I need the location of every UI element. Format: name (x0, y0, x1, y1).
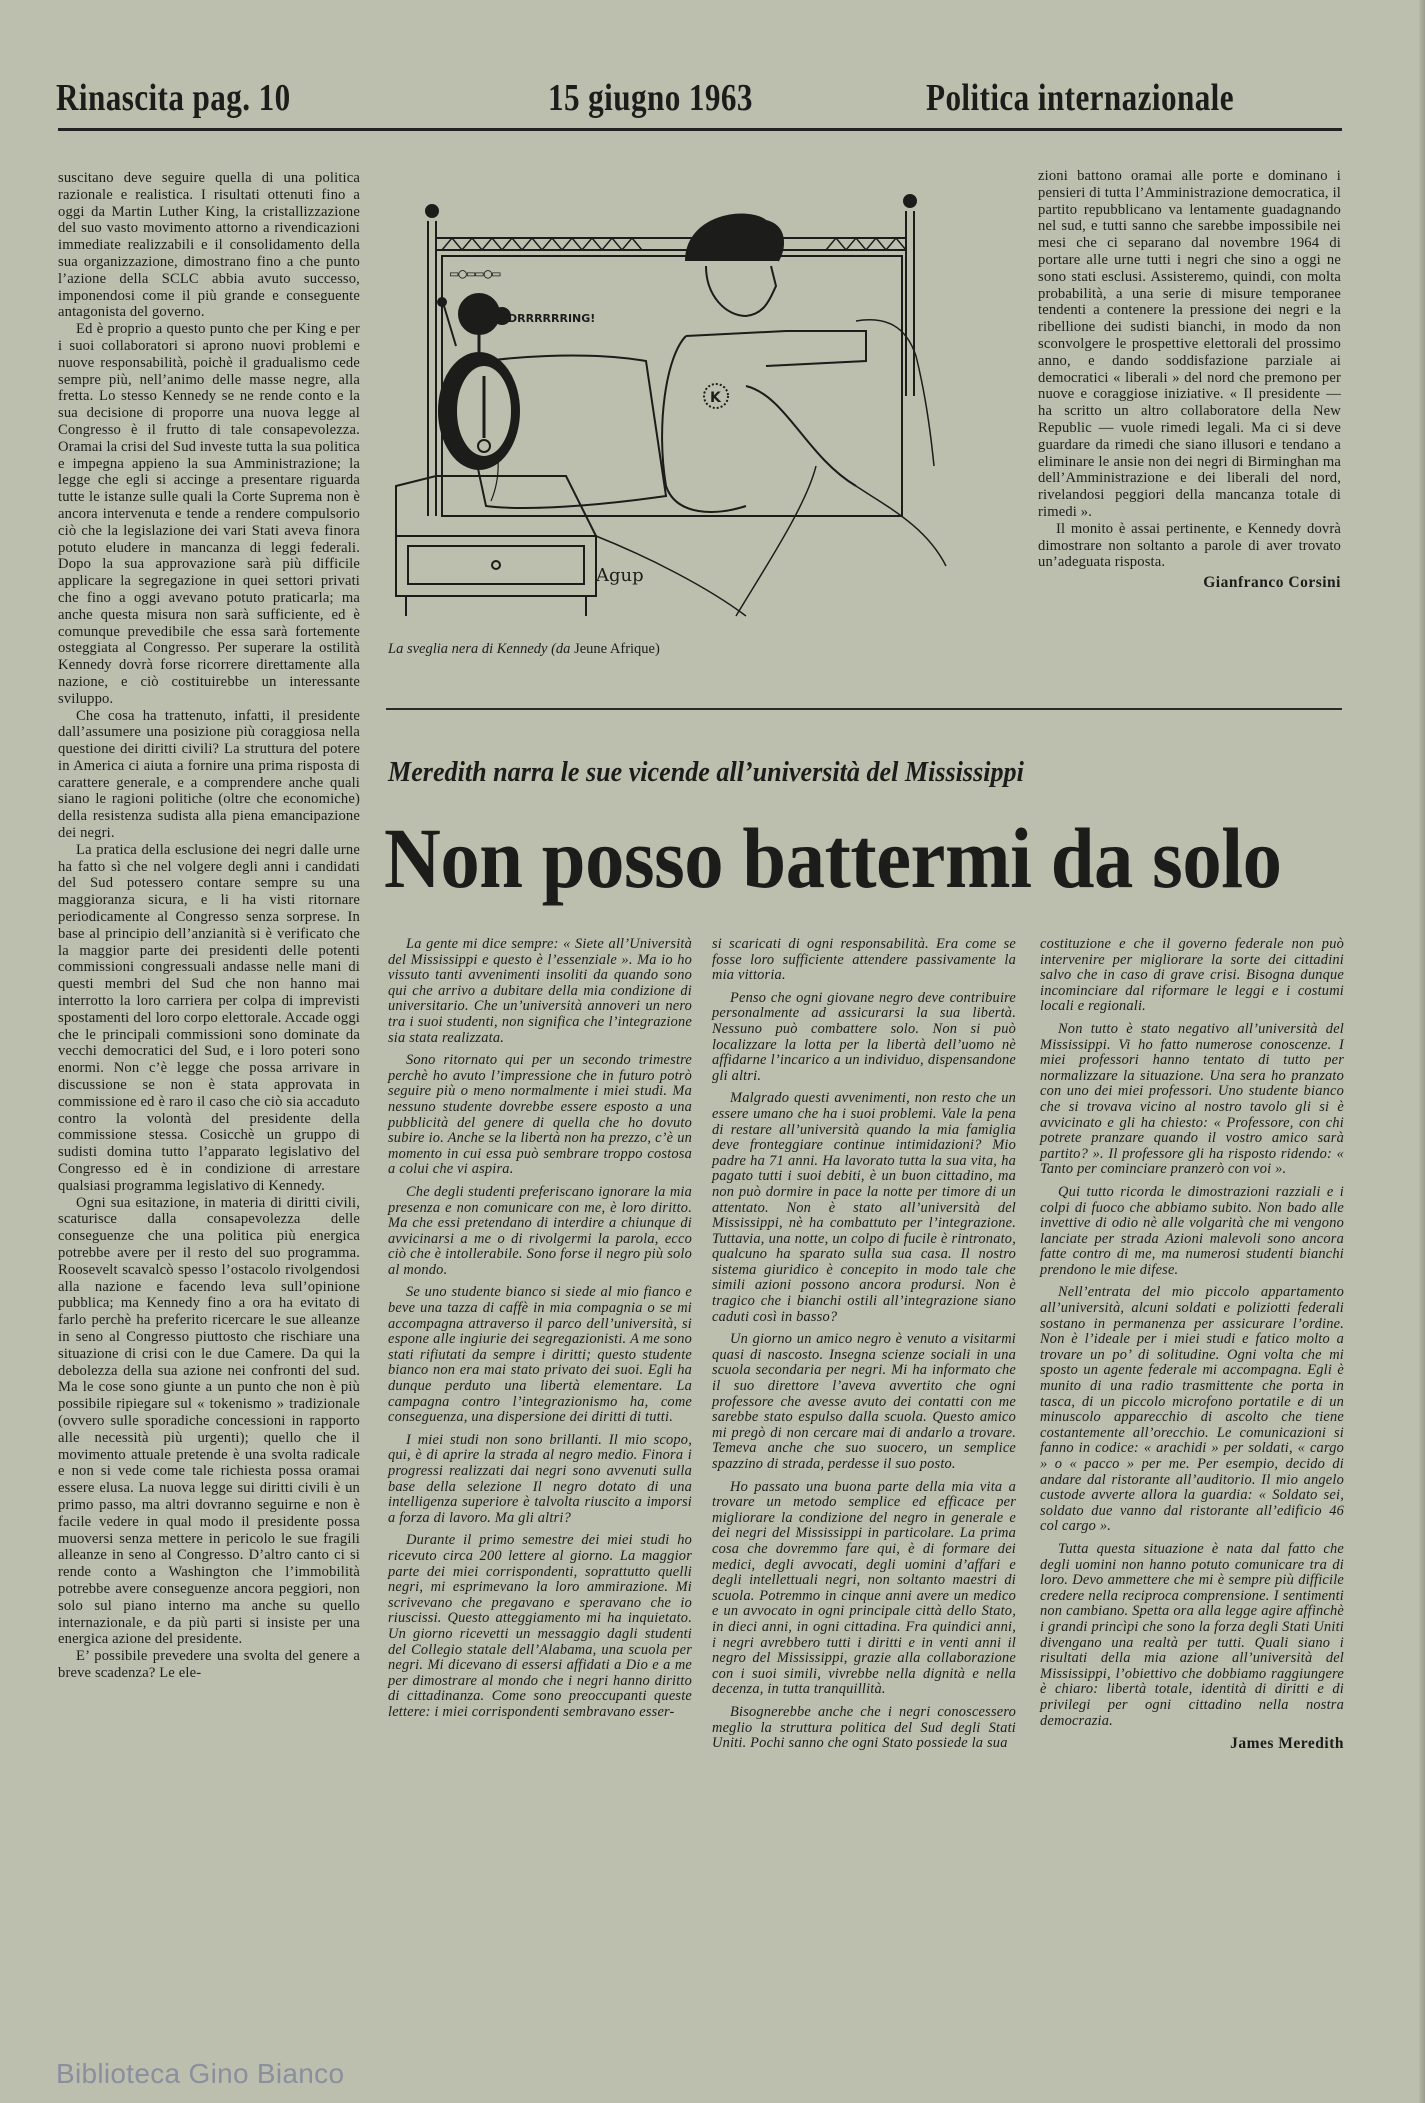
paragraph: Ed è proprio a questo punto che per King e per i suoi collaboratori si aprono nuovi problemi e nuove responsabilità, poichè il gradualismo cede sempre più, nell’animo delle masse negre, alla fretta. Lo stesso Kennedy se ne rende conto e la sua decisione di proporre una nuova legge al Congresso è il frutto di tale consapevolezza. Oramai la crisi del Sud investe tutta la sua politica e impegna appieno la sua Amministrazione; la legge che egli si accinge a presentare riguarda tutte le istanze sulle quali la Corte Suprema non è ancora intervenuta e tende a rendere compulsorio ciò che la legislazione dei vari Stati aveva finora potuto eludere in mancanza di leggi federali. Dopo la sua approvazione sarà più difficile applicare la segregazione in quei settori privati che fino a oggi avevano potuto praticarla; ma anche questa misura non sarà sufficiente, ed è comunque prevedibile che essa sarà fortemente osteggiata al Congresso. Per superare la ostilità Kennedy dovrà forse ricorrere direttamente alla nazione, e ciò costituirebbe un interessante sviluppo. (58, 321, 360, 707)
caption-end: ) (655, 641, 660, 657)
sound-effect: DRRRRRRING! (508, 312, 596, 325)
paragraph: La gente mi dice sempre: « Siete all’Università del Mississippi e questo è l’essenziale ». Ma io ho vissuto tanti avvenimenti insoliti da quando sono qui che arrivo a dubitare della mia condizione di universitario. Che un’università annoveri un nero tra i suoi studenti, non significa che l’integrazione sia stata realizzata. (388, 936, 692, 1046)
paragraph: E’ possibile prevedere una svolta del genere a breve scadenza? Le ele- (58, 1648, 360, 1681)
paragraph: La pratica della esclusione dei negri dalle urne ha fatto sì che nel volgere degli anni i candidati del Sud potessero contare sempre su una maggioranza sicura, e li ha visti ritornare periodicamente al Congresso senza sorprese. In base al principio dell’anzianità si è verificato che la maggior parte dei presidenti delle potenti commissioni congressuali andasse nelle mani di questi membri del Sud che non hanno mai interrotto la loro carriera per colpa di imprevisti spostamenti del loro corpo elettorale. Accade oggi che le principali commissioni sono dominate da vecchi democratici del Sud, e i loro poteri sono enormi. Non c’è legge che possa arrivare in discussione se non è stata approvata in commissione ed è raro il caso che ciò sia accaduto contro la volontà del presidente della commissione stessa. Cosicchè un gruppo di sudisti domina tutto l’apparato legislativo del Congresso ed è in condizione di arrestare qualsiasi programma legislativo di Kennedy. (58, 841, 360, 1194)
corsini-article-left-column (58, 170, 360, 1682)
paragraph: si scaricati di ogni responsabilità. Era come se fosse loro sufficiente attendere passivamente la mia vittoria. (712, 936, 1016, 984)
paragraph: Qui tutto ricorda le dimostrazioni razziali e i colpi di fuoco che abbiamo subito. Non bado alle invettive di odio nè alle volgarità che mi vengono lanciate per strada Azioni malevoli sono ancora fatte contro di me, ma numerosi studenti bianchi prendono le mie difese. (1040, 1183, 1344, 1278)
section-title: Politica internazionale (926, 77, 1234, 119)
paragraph: Malgrado questi avvenimenti, non resto che un essere umano che ha i suoi problemi. Vale la pena di restare all’università quando la mia famiglia deve fronteggiare continue intimidazioni? Mio padre ha 71 anni. Ha lavorato tutta la sua vita, ha pagato tutti i suoi debiti, è un buon cittadino, ma non può dormire in pace la notte per timore di un attentato. Non è stato all’università del Mississippi, nè ha combattuto per l’integrazione. Tuttavia, una notte, un colpo di fucile è rintronato, qualcuno ha sparato sulla sua casa. Il nostro sistema giuridico è concepito in modo tale che simili azioni possono ancora prodursi. Non è tragico che i bianchi ostili all’integrazione siano caduti così in basso? (712, 1090, 1016, 1325)
meredith-article-column-3 (1040, 937, 1344, 1752)
meredith-article-column-1 (388, 937, 692, 1728)
meredith-article-column-2 (712, 937, 1016, 1759)
paragraph: Non tutto è stato negativo all’università del Mississippi. Vi ho fatto numerose conoscenze. I miei professori hanno tentato di tutto per normalizzare la situazione. Una sera ho pranzato con uno dei miei professori. Uno studente bianco che si trovava vicino al nostro tavolo gli si è avvicinato e gli ha chiesto: « Professore, con chi potrete pranzare quando il vostro amico sarà partito? ». Il professore gli ha risposto ridendo: « Tanto per cominciare pranzerò con voi ». (1040, 1020, 1344, 1178)
paragraph: Il monito è assai pertinente, e Kennedy dovrà dimostrare non soltanto a parole di aver trovato un’adeguata risposta. (1038, 520, 1341, 571)
paragraph: Se uno studente bianco si siede al mio fianco e beve una tazza di caffè in mia compagnia o se mi accompagna attraverso il parco dell’università, si espone alle ingiurie dei segregazionisti. A me sono stati rifiutati da sempre i diritti; questo studente bianco non era mai stato privato dei suoi. Egli ha dunque perduto una libertà elementare. La campagna contro l’integrazionismo ha, come conseguenza, una dispersione dei diritti di tutti. (388, 1284, 692, 1426)
paragraph: Nell’entrata del mio piccolo appartamento all’università, alcuni soldati e poliziotti federali sostano in permanenza per assicurare l’ordine. Non è l’ideale per i miei studi e fatico molto a trovare un po’ di solitudine. Ogni volta che mi sposto un agente federale mi accompagna. Egli è munito di una radio trasmittente che porta in tasca, di un piccolo microfono portatile e di un minuscolo apparecchio di ascolto che tiene costantemente all’orecchio. Le comunicazioni si fanno in codice: « arachidi » per soldati, « cargo » o « pacco » per me. Per esempio, decido di andare dal ristorante all’auditorio. Il mio angelo custode avverte allora la guardia: « Soldato sei, soldato due vanno dal ristorante all’edificio 46 col cargo ». (1040, 1284, 1344, 1535)
paragraph: Sono ritornato qui per un secondo trimestre perchè ho avuto l’impressione che in futuro potrò seguire più o meno normalmente i miei studi. Ma nessuno studente dovrebbe essere esposto a una pubblicità del genere di quella che ho dovuto subire io. Anche se la libertà non ha prezzo, c’è un momento in cui essa può sembrare troppo costosa a colui che vi aspira. (388, 1052, 692, 1178)
corsini-article-right-column (1038, 168, 1341, 592)
cartoon-illustration (386, 166, 1018, 636)
author-byline: James Meredith (1230, 1735, 1344, 1753)
svg-text:▭○▭▭○▭: ▭○▭▭○▭ (450, 266, 501, 282)
paragraph: Che cosa ha trattenuto, infatti, il presidente dall’assumere una posizione più coraggiosa nella questione dei diritti civili? La struttura del potere in America ci aiuta a fornire una prima risposta di carattere generale, e a comprendere anche quali siano le ragioni politiche (oltre che economiche) della resistenza sudista alla piena emancipazione dei negri. (58, 707, 360, 842)
library-watermark: Biblioteca Gino Bianco (56, 2058, 345, 2089)
paragraph: Penso che ogni giovane negro deve contribuire personalmente ad assicurarsi la sua libertà. Nessuno può combattere solo. Non si può localizzare la lotta per la libertà dell’uomo nè affidarne l’incarico a un individuo, dispensandone gli altri. (712, 989, 1016, 1084)
publication-page: Rinascita pag. 10 (56, 77, 291, 119)
page-edge-shadow (1419, 0, 1425, 2103)
issue-date: 15 giugno 1963 (548, 77, 753, 119)
article-headline: Non posso battermi da solo (384, 810, 1282, 906)
article-kicker: Meredith narra le sue vicende all’università del Mississippi (388, 756, 1024, 788)
paragraph: zioni battono oramai alle porte e dominano i pensieri di tutta l’Amministrazione democratica, il partito repubblicano va lentamente guadagnando nel sud, e tutti sanno che sarebbe impossibile nei mesi che ci separano dal novembre 1964 di portare alle urne tutti i negri che sino a oggi ne sono stati esclusi. Assisteremo, quindi, con molta probabilità, a una serie di misure temporanee tendenti a contenere la pressione dei negri e la ribellione dei sudisti bianchi, in modo da non sconvolgere le prospettive elettorali del prossimo anno, e dando soddisfazione parziale ai democratici « liberali » del nord che premono per nuove e coraggiose iniziative. « Il presidente — ha scritto un altro collaboratore della New Republic — vuole rimedi legali. Ma ci si deve guardare da rimedi che siano illusori e tendano a eliminare le ansie non dei negri di Birminghan ma dell’Amministrazione e dei liberali del nord, rivelandosi peggiori della mancanza totale di rimedi ». (1038, 168, 1341, 520)
masthead (56, 70, 1342, 126)
paragraph: Tutta questa situazione è nata dal fatto che degli uomini non hanno potuto comunicare tra di loro. Devo ammettere che mi è sempre più difficile credere nella reciproca comprensione. I sentimenti non cambiano. Spetta ora alla legge agire affinchè i grandi princìpi che sono la forza degli Stati Uniti divengano una realtà per tutti. Quali siano i risultati della mia azione all’università del Mississippi, l’obiettivo che dobbiamo raggiungere è chiaro: libertà totale, identità di diritti e di privilegi per ogni cittadino nella nostra democrazia. (1040, 1540, 1344, 1729)
masthead-rule (58, 128, 1342, 131)
paragraph: Ho passato una buona parte della mia vita a trovare un metodo semplice ed efficace per migliorare la condizione del negro in generale e dei negri del Mississippi in particolare. La prima cosa che dovremmo fare qui, è di formare dei medici, degli avvocati, degli uomini d’affari e degli intellettuali negri, non soltanto maestri di scuola. Potremmo in cinque anni avere un medico e un avvocato in ogni principale città dello Stato, in dieci anni, in ogni cittadina. Fra quindici anni, i negri avrebbero tutti i diritti e in venti anni il negro del Mississippi, grazie alla collaborazione con i suoi simili, vivrebbe nella dignità e nella decenza, in tutta tranquillità. (712, 1478, 1016, 1698)
artist-signature: Agup (596, 565, 644, 586)
paragraph: Bisognerebbe anche che i negri conoscessero meglio la struttura politica del Sud degli Stati Uniti. Pochi sanno che ogni Stato possiede la sua (712, 1703, 1016, 1752)
caption-source: Jeune Afrique (574, 641, 655, 657)
paragraph: I miei studi non sono brillanti. Il mio scopo, qui, è di aprire la strada al negro medio. Finora i progressi realizzati dai negri sono avvenuti sulla base della selezione Il negro dotato di una intelligenza superiore è talvolta riuscito a imporsi a forza di lavoro. Ma gli altri? (388, 1431, 692, 1526)
cartoon-caption (388, 641, 728, 657)
paragraph: Un giorno un amico negro è venuto a visitarmi quasi di nascosto. Insegna scienze sociali in una scuola secondaria per negri. Mi ha informato che il suo direttore l’aveva avvertito che ogni professore che avesse avuto dei contatti con me sarebbe stato espulso dalla scuola. Questo amico mi pregò di non cercare mai di andarlo a trovare. Temeva anche che suo suocero, un semplice spazzino di strada, perdesse il suo posto. (712, 1331, 1016, 1472)
paragraph: costituzione e che il governo federale non può intervenire per migliorare la sorte dei cittadini salvo che in caso di grave crisi. Bisogna dunque incominciare dal riformare le leggi e i costumi locali e regionali. (1040, 936, 1344, 1015)
k-badge: K (710, 390, 721, 406)
author-byline: Gianfranco Corsini (1203, 574, 1341, 592)
paragraph: Durante il primo semestre dei miei studi ho ricevuto circa 200 lettere al giorno. La maggior parte dei miei corrispondenti, soprattutto quelli negri, mi esprimevano la loro ammirazione. Mi scrivevano che pregavano e speravano che io riuscissi. Questo atteggiamento mi ha inquietato. Un giorno ricevetti un messaggio dagli studenti del Collegio statale dell’Alabama, una scuola per negri. Mi dicevano di essersi affidati a Dio e a me per dimostrare al mondo che i negri hanno diritto di cittadinanza. Come sono preoccupanti queste lettere: i miei corrispondenti sembravano esser- (388, 1532, 692, 1720)
paragraph: Ogni sua esitazione, in materia di diritti civili, scaturisce dalla consapevolezza delle conseguenze che una politica più energica potrebbe avere per il resto del suo programma. Roosevelt scavalcò spesso l’ostacolo rivolgendosi alla nazione e facendo leva sull’opinione pubblica; ma Kennedy fino a ora ha evitato di farlo perchè ha preferito ricercare le sue alleanze in seno al Congresso piuttosto che rischiare una situazione di crisi con le due Camere. Da qui la debolezza della sua azione nei confronti del sud. Ma le cose sono giunte a un punto che non è più possibile ripiegare sul « tokenismo » tradizionale (ovvero sulle sporadiche concessioni in rapporto alle necessità più urgenti); quello che il movimento attuale pretende è una svolta radicale e non si vede come tale richiesta possa oramai essere elusa. La nuova legge sui diritti civili è un primo passo, ma altri dovranno seguirne e non è facile vedere in qual modo il presidente possa muoversi senza mettere in pericolo le sue fragili alleanze in seno al Congresso. D’altro canto ci si rende conto a Washington che l’immobilità potrebbe avere conseguenze ancora peggiori, non solo sul piano interno ma anche su quello internazionale, e da più parti si insiste per una energica azione del presidente. (58, 1194, 360, 1648)
paragraph: suscitano deve seguire quella di una politica razionale e realistica. I risultati ottenuti fino a oggi da Martin Luther King, la cristallizzazione del suo vasto movimento attorno a rivendicazioni immediate realizzabili e il consolidamento della sua organizzazione, dimostrano fino a che punto l’azione della SCLC abbia avuto successo, imponendosi come il più grande e conseguente antagonista del governo. (58, 170, 360, 321)
section-divider (386, 708, 1342, 710)
paragraph: Che degli studenti preferiscano ignorare la mia presenza e non comunicare con me, è loro diritto. Ma che essi pretendano di interdire a chiunque di avvicinarsi a me o di rivolgermi la parola, ecco ciò che è intollerabile. Sono forse il negro più solo al mondo. (388, 1183, 692, 1278)
caption-text: La sveglia nera di Kennedy (da (388, 641, 575, 657)
